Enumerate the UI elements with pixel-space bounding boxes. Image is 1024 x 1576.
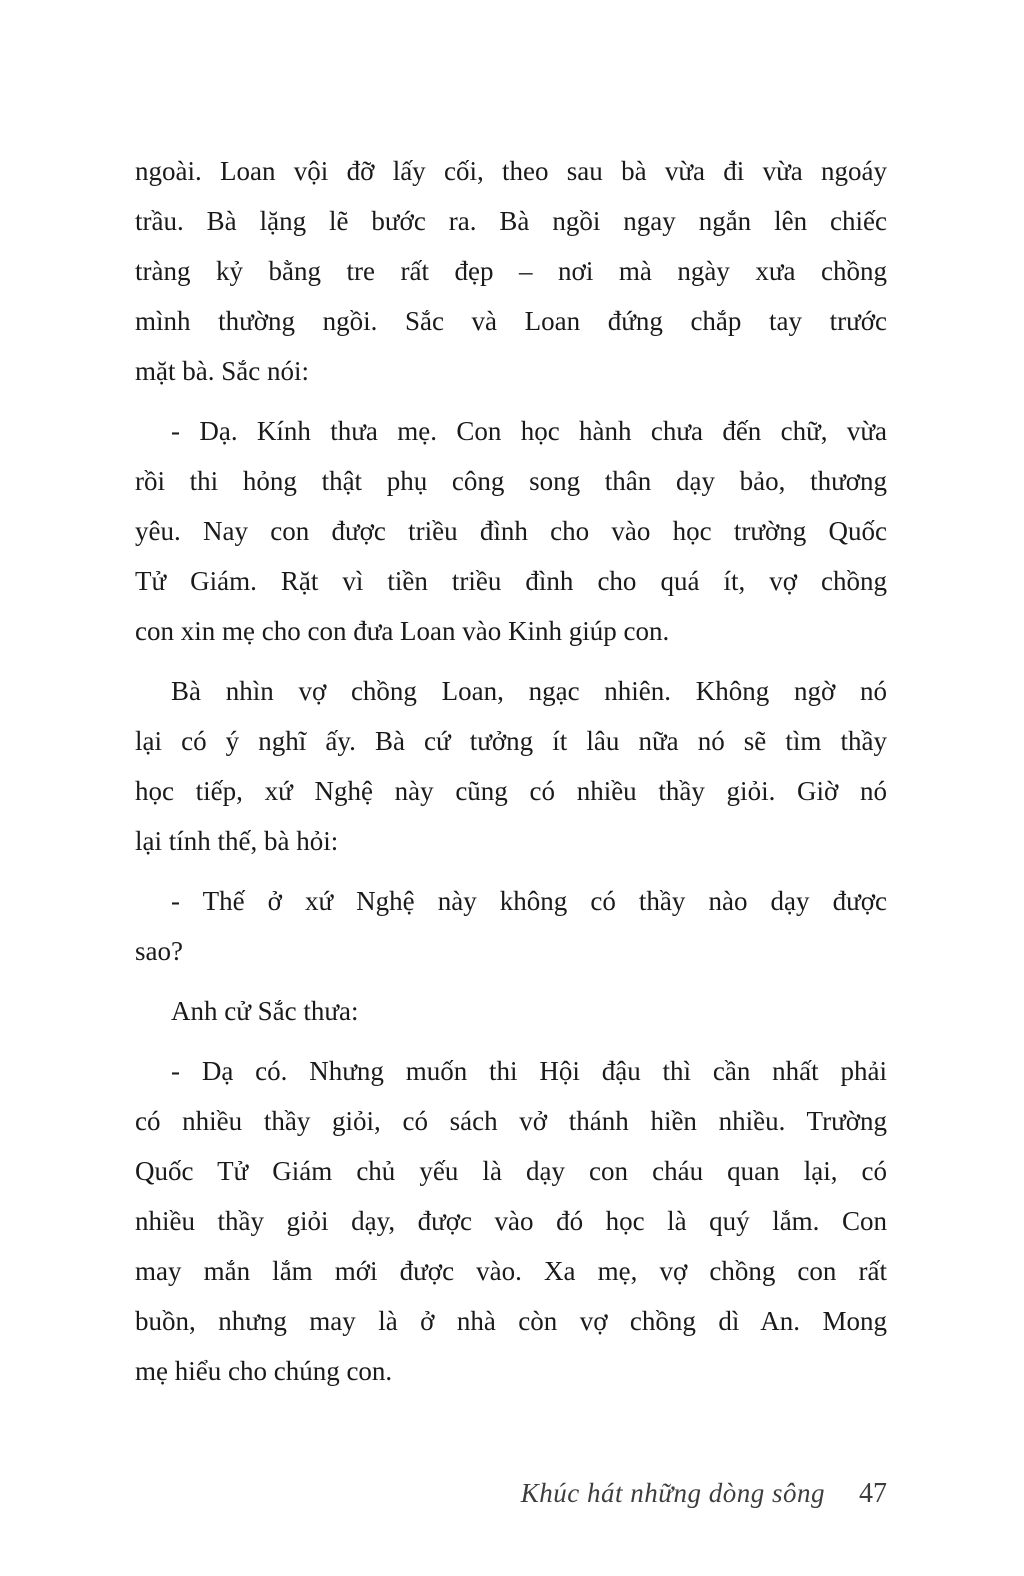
paragraph [135, 406, 887, 656]
text-line: sao? [135, 936, 183, 966]
paragraph [135, 146, 887, 396]
running-footer-title: Khúc hát những dòng sông [520, 1478, 825, 1508]
text-line: Bà nhìn vợ chồng Loan, ngạc nhiên. Không ngờ nó [171, 676, 887, 706]
text-line: mình thường ngồi. Sắc và Loan đứng chắp tay trước [135, 306, 887, 336]
text-line: mẹ hiểu cho chúng con. [135, 1356, 393, 1386]
text-line: yêu. Nay con được triều đình cho vào học trường Quốc [135, 516, 887, 546]
text-line: trầu. Bà lặng lẽ bước ra. Bà ngồi ngay ngắn lên chiếc [135, 206, 887, 236]
text-line: may mắn lắm mới được vào. Xa mẹ, vợ chồng con rất [135, 1256, 887, 1286]
text-line: - Thế ở xứ Nghệ này không có thầy nào dạy được [171, 886, 887, 916]
paragraph [135, 986, 887, 1036]
text-line: Quốc Tử Giám chủ yếu là dạy con cháu quan lại, có [135, 1156, 887, 1186]
text-line: con xin mẹ cho con đưa Loan vào Kinh giúp con. [135, 616, 670, 646]
page-footer [135, 1478, 887, 1510]
text-line: lại tính thế, bà hỏi: [135, 826, 339, 856]
text-line: tràng kỷ bằng tre rất đẹp – nơi mà ngày xưa chồng [135, 256, 887, 286]
text-line: ngoài. Loan vội đỡ lấy cối, theo sau bà vừa đi vừa ngoáy [135, 156, 887, 186]
text-line: học tiếp, xứ Nghệ này cũng có nhiều thầy giỏi. Giờ nó [135, 776, 887, 806]
page-number: 47 [859, 1478, 887, 1509]
body-text [135, 146, 887, 1396]
text-line: - Dạ. Kính thưa mẹ. Con học hành chưa đến chữ, vừa [171, 416, 887, 446]
text-line: rồi thi hỏng thật phụ công song thân dạy bảo, thương [135, 466, 887, 496]
paragraph [135, 666, 887, 866]
paragraph [135, 1046, 887, 1396]
text-line: Anh cử Sắc thưa: [171, 996, 359, 1026]
text-line: có nhiều thầy giỏi, có sách vở thánh hiền nhiều. Trường [135, 1106, 887, 1136]
text-line: lại có ý nghĩ ấy. Bà cứ tưởng ít lâu nữa nó sẽ tìm thầy [135, 726, 887, 756]
paragraph [135, 876, 887, 976]
text-line: Tử Giám. Rặt vì tiền triều đình cho quá ít, vợ chồng [135, 566, 887, 596]
text-line: buồn, nhưng may là ở nhà còn vợ chồng dì An. Mong [135, 1306, 887, 1336]
text-line: mặt bà. Sắc nói: [135, 356, 309, 386]
text-line: nhiều thầy giỏi dạy, được vào đó học là quý lắm. Con [135, 1206, 887, 1236]
text-line: - Dạ có. Nhưng muốn thi Hội đậu thì cần nhất phải [171, 1056, 887, 1086]
